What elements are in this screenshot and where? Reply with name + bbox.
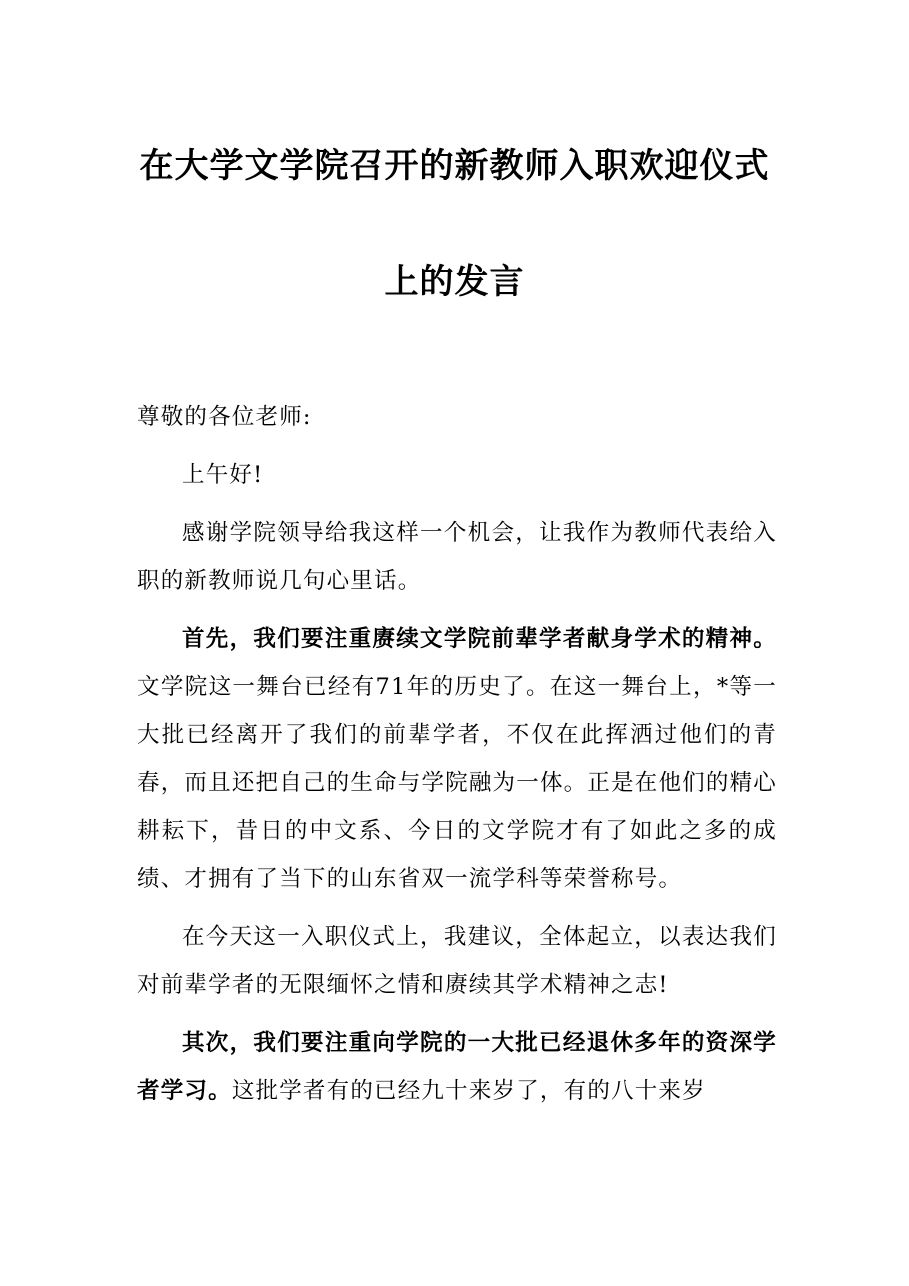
salutation: 尊敬的各位老师: [137,404,312,430]
paragraph-thanks [137,509,777,605]
paragraph-text: 感谢学院领导给我这样一个机会，让我作为教师代表给入职的新教师说几句心里话。 [137,520,777,594]
paragraph-tribute [137,913,777,1009]
greeting: 上午好! [182,462,264,488]
paragraph-text: 这批学者有的已经九十来岁了，有的八十来岁 [231,1078,706,1104]
paragraph-text: 在今天这一入职仪式上，我建议，全体起立，以表达我们对前辈学者的无限缅怀之情和赓续其学术精神之志! [137,924,777,998]
paragraph-first-point [137,615,777,903]
document-title-line-1: 在大学文学院召开的新教师入职欢迎仪式 [139,146,770,186]
paragraph-lead: 首先，我们要注重赓续文学院前辈学者献身学术的精神。 [182,626,777,652]
paragraph-text: 文学院这一舞台已经有71年的历史了。在这一舞台上，*等一大批已经离开了我们的前辈学者，不仅在此挥洒过他们的青春，而且还把自己的生命与学院融为一体。正是在他们的精心耕耘下，昔日的中文系、今日的文学院才有了如此之多的成绩、才拥有了当下的山东省双一流学科等荣誉称号。 [137,674,777,892]
speech-body [137,393,777,1125]
document-title-line-2: 上的发言 [384,262,525,302]
paragraph-second-point [137,1019,777,1115]
paragraph-lead: 其次，我们要注重向学院的一大批已经退休多年的资深学者学习。 [137,1030,777,1104]
